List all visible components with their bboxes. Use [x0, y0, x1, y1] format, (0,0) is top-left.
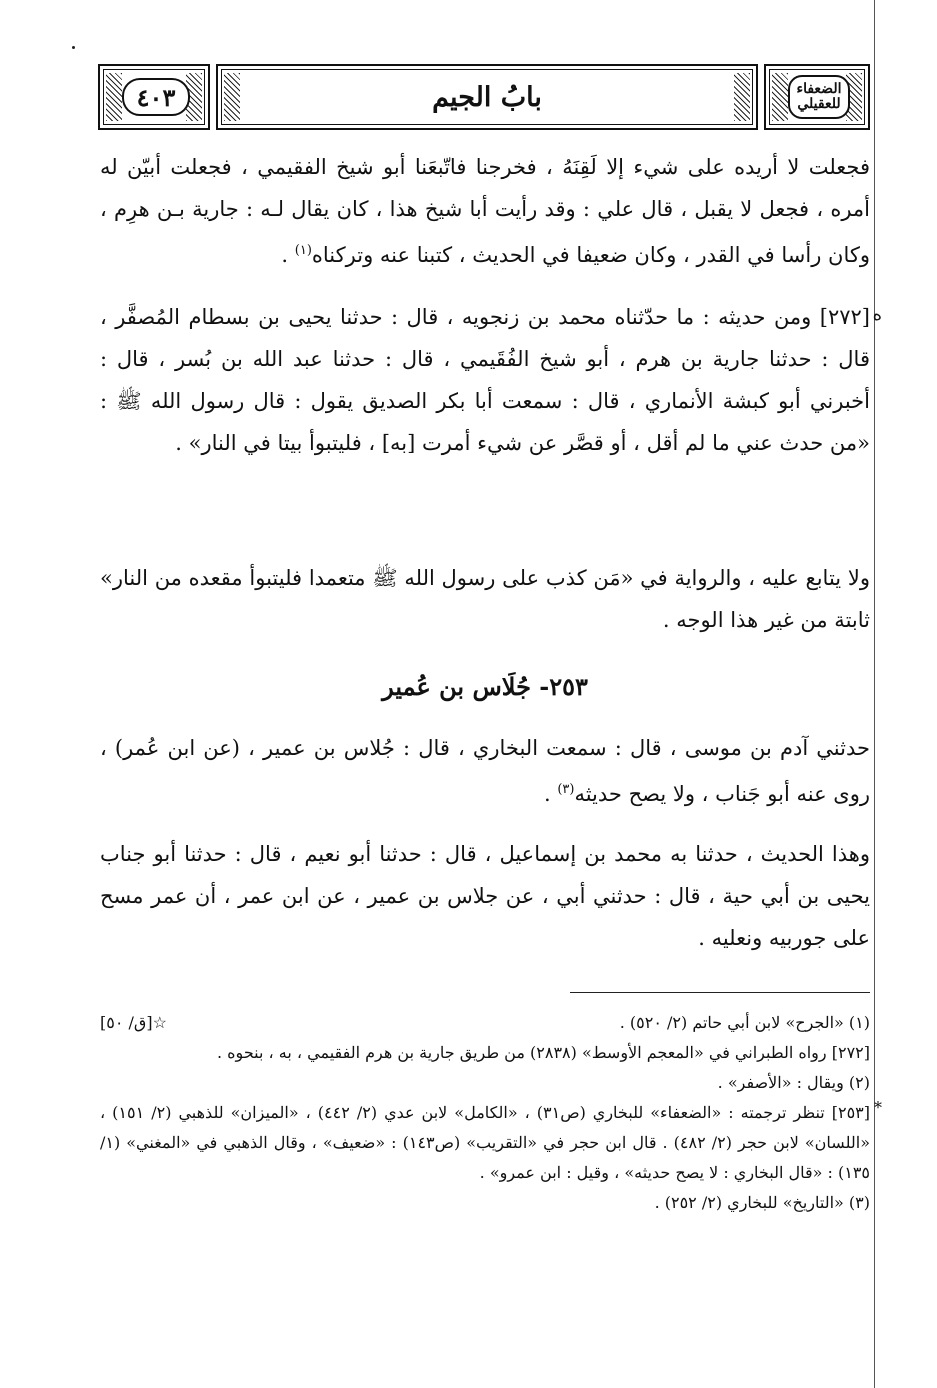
book-emblem [788, 75, 850, 119]
footnote-row-1 [100, 1008, 870, 1038]
book-emblem-box [764, 64, 870, 130]
page-number-cartouche [122, 78, 190, 116]
page-number-box [98, 64, 210, 130]
paragraph-1: فجعلت لا أريده على شيء إلا لَقِنَهُ ، فخرجنا فاتّبعَنا أبو شيخ الفقيمي ، فجعلت أبيّن له أمره ، فجعل لا يقبل ، قال علي : وقد رأيت أبا شيخ هذا ، كان يقال لـه : جارية بـن هرِم ، وكان رأسا في القدر ، وكان ضعيفا في الحديث ، كتبنا عنه وتركناه$^{(١)}$ . [100, 155, 870, 267]
footnote-2: (٢) ويقال : «الأصفر» . [717, 1073, 870, 1092]
paragraph-5-text: وهذا الحديث ، حدثنا به محمد بن إسماعيل ، قال : حدثنا أبو نعيم ، قال : حدثنا أبو جناب يحيى بن أبي حية ، قال : حدثني أبي ، عن جلاس بن عمير ، عن ابن عمر ، أن عمر مسح على جوربيه ونعليه . [100, 842, 870, 950]
emblem-line-1: الضعفاء [796, 81, 842, 97]
page-edge-rule [874, 0, 875, 1388]
paragraph-1-text: فجعلت لا أريده على شيء إلا لَقِنَهُ ، فخرجنا فاتّبعَنا أبو شيخ الفقيمي ، فجعلت أبيّن له أمره ، فجعل لا يقبل ، قال علي : وقد رأيت أبا شيخ هذا ، كان يقال لـه : جارية بـن هرِم ، وكان رأسا في القدر ، وكان ضعيفا في الحديث ، كتبنا عنه وتركناه [100, 155, 870, 267]
entry-marker-253: * [874, 1098, 882, 1117]
footnotes [100, 1008, 882, 1218]
hadith-272 [100, 296, 882, 464]
paragraph-4: حدثني آدم بن موسى ، قال : سمعت البخاري ، قال : جُلاس بن عمير ، (عن ابن عُمر) ، روى عنه أبو جَناب ، ولا يصح حديثه$^{(٣)}$ . [100, 736, 870, 806]
footnote-separator [570, 992, 870, 993]
manuscript-page-ref: ☆[ق/ ٥٠] [100, 1013, 167, 1032]
emblem-line-2: للعقيلي [797, 96, 841, 112]
footnote-253: [٢٥٣] تنظر ترجمته : «الضعفاء» للبخاري (ص٣١) ، «الكامل» لابن عدي (٢/ ٤٤٢) ، «الميزان» للذهبي (٢/ ١٥١) ، «اللسان» لابن حجر (٢/ ٤٨٢) . قال ابن حجر في «التقريب» (ص١٤٣) : «ضعيف» ، وقال الذهبي في «المغني» (١/ ١٣٥) : «قال البخاري : لا يصح حديثه» ، وقيل : ابن عمرو» . [100, 1103, 870, 1182]
scan-speck [72, 46, 75, 49]
footnote-3: (٣) «التاريخ» للبخاري (٢/ ٢٥٢) . [654, 1193, 870, 1212]
page-header [98, 64, 870, 130]
entry-heading [100, 672, 870, 701]
page-number: ٤٠٣ [136, 82, 176, 112]
paragraph-3-text: ولا يتابع عليه ، والرواية في «مَن كذب على رسول الله ﷺ متعمدا فليتبوأ مقعده من النار» ثابتة من غير هذا الوجه . [100, 566, 870, 632]
running-title-box [216, 64, 758, 130]
footnote-ref-3: (٣) [557, 782, 575, 797]
hadith-272-text: [٢٧٢] ومن حديثه : ما حدّثناه محمد بن زنجويه ، قال : حدثنا يحيى بن بسطام المُصفَّر ، قال : حدثنا جارية بن هرم ، أبو شيخ الفُقَيمي ، قال : حدثنا عبد الله بن بُسر ، قال : أخبرني أبو كبشة الأنماري ، قال : سمعت أبا بكر الصديق يقول : قال رسول الله ﷺ : «من حدث عني ما لم أقل ، أو قصَّر عن شيء أمرت [به] ، فليتبوأ بيتا في النار» . [100, 305, 870, 455]
footnote-ref-1: (١) [294, 243, 312, 258]
running-title: بابُ الجيم [432, 81, 542, 113]
footnote-272: [٢٧٢] رواه الطبراني في «المعجم الأوسط» (٢٨٣٨) من طريق جارية بن هرم الفقيمي ، به ، بنحوه . [217, 1043, 870, 1062]
paragraph-5 [100, 833, 870, 959]
footnote-1: (١) «الجرح» لابن أبي حاتم (٢/ ٥٢٠) . [619, 1013, 870, 1032]
paragraph-4-text: حدثني آدم بن موسى ، قال : سمعت البخاري ، قال : جُلاس بن عمير ، (عن ابن عُمر) ، روى عنه أبو جَناب ، ولا يصح حديثه [100, 736, 870, 806]
entry-marker-272: ه [872, 304, 882, 325]
paragraph-3 [100, 557, 870, 641]
entry-heading-text: ٢٥٣- جُلَاس بن عُمير [382, 672, 588, 701]
